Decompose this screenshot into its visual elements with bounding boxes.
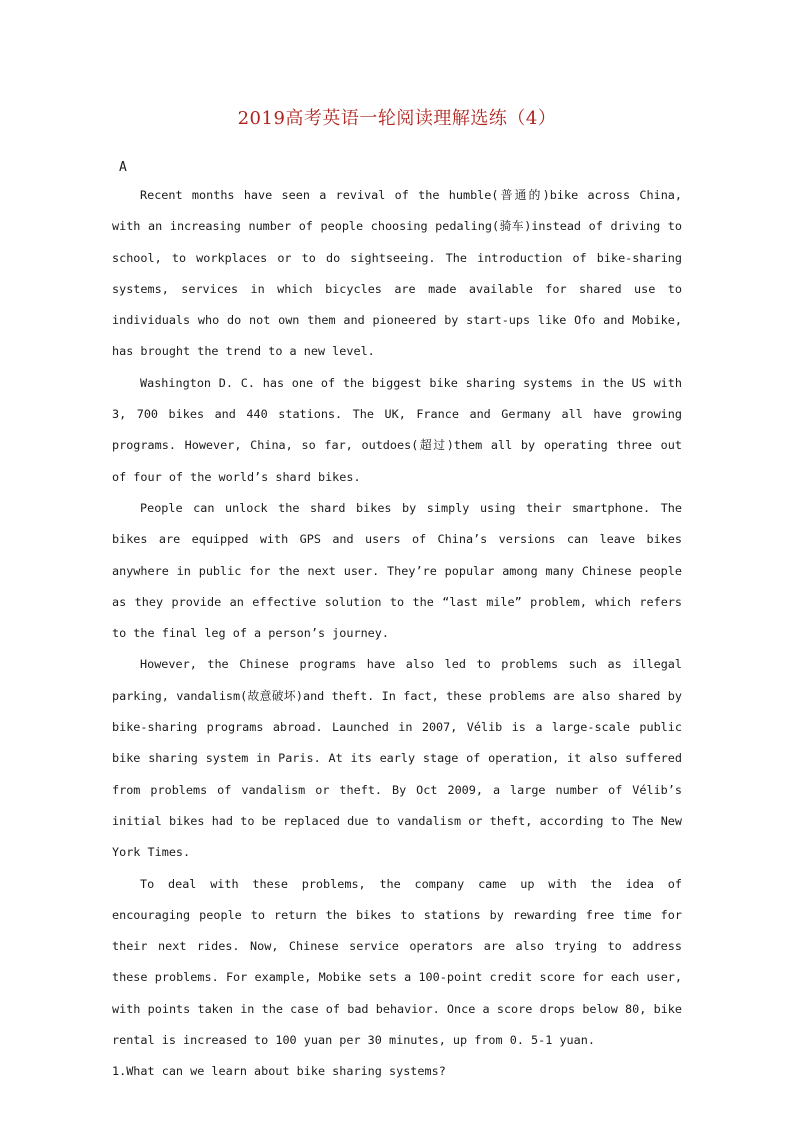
paragraph-4: However, the Chinese programs have also led to problems such as illegal parking, vandalism(故意破坏)and theft. In fact, these problems are also shared by bike-sharing programs abroad. Launched in 2007, Vélib is a large-scale public bike sharing system in Paris. At its early stage of operation, it also suffered from problems of vandalism or theft. By Oct 2009, a large number of Vélib’s initial bikes had to be replaced due to vandalism or theft, according to The New York Times.	[112, 657, 682, 860]
paragraph-5: To deal with these problems, the company came up with the idea of encouraging people to return the bikes to stations by rewarding free time for their next rides. Now, Chinese service operators are also trying to address these problems. For example, Mobike sets a 100-point credit score for each user, with points taken in the case of bad behavior. Once a score drops below 80, bike rental is increased to 100 yuan per 30 minutes, up from 0. 5-1 yuan.	[112, 876, 682, 1048]
paragraph-2: Washington D. C. has one of the biggest bike sharing systems in the US with 3, 700 bikes and 440 stations. The UK, France and Germany all have growing programs. However, China, so far, outdoes(超过)them all by operating three out of four of the world’s shard bikes.	[112, 375, 682, 484]
document-title: 2019高考英语一轮阅读理解选练（4）	[237, 108, 557, 129]
section-label: A	[119, 160, 127, 175]
paragraph-3: People can unlock the shard bikes by simply using their smartphone. The bikes are equipped with GPS and users of China’s versions can leave bikes anywhere in public for the next user. They’re popular among many Chinese people as they provide an effective solution to the “last mile” problem, which refers to the final leg of a person’s journey.	[112, 500, 682, 641]
paragraph-1: Recent months have seen a revival of the humble(普通的)bike across China, with an increasing number of people choosing pedaling(骑车)instead of driving to school, to workplaces or to do sightseeing. The introduction of bike-sharing systems, services in which bicycles are made available for shared use to individuals who do not own them and pioneered by start-ups like Ofo and Mobike, has brought the trend to a new level.	[112, 188, 682, 359]
passage-body	[112, 180, 682, 1088]
question-1: 1.What can we learn about bike sharing systems?	[112, 1064, 446, 1079]
